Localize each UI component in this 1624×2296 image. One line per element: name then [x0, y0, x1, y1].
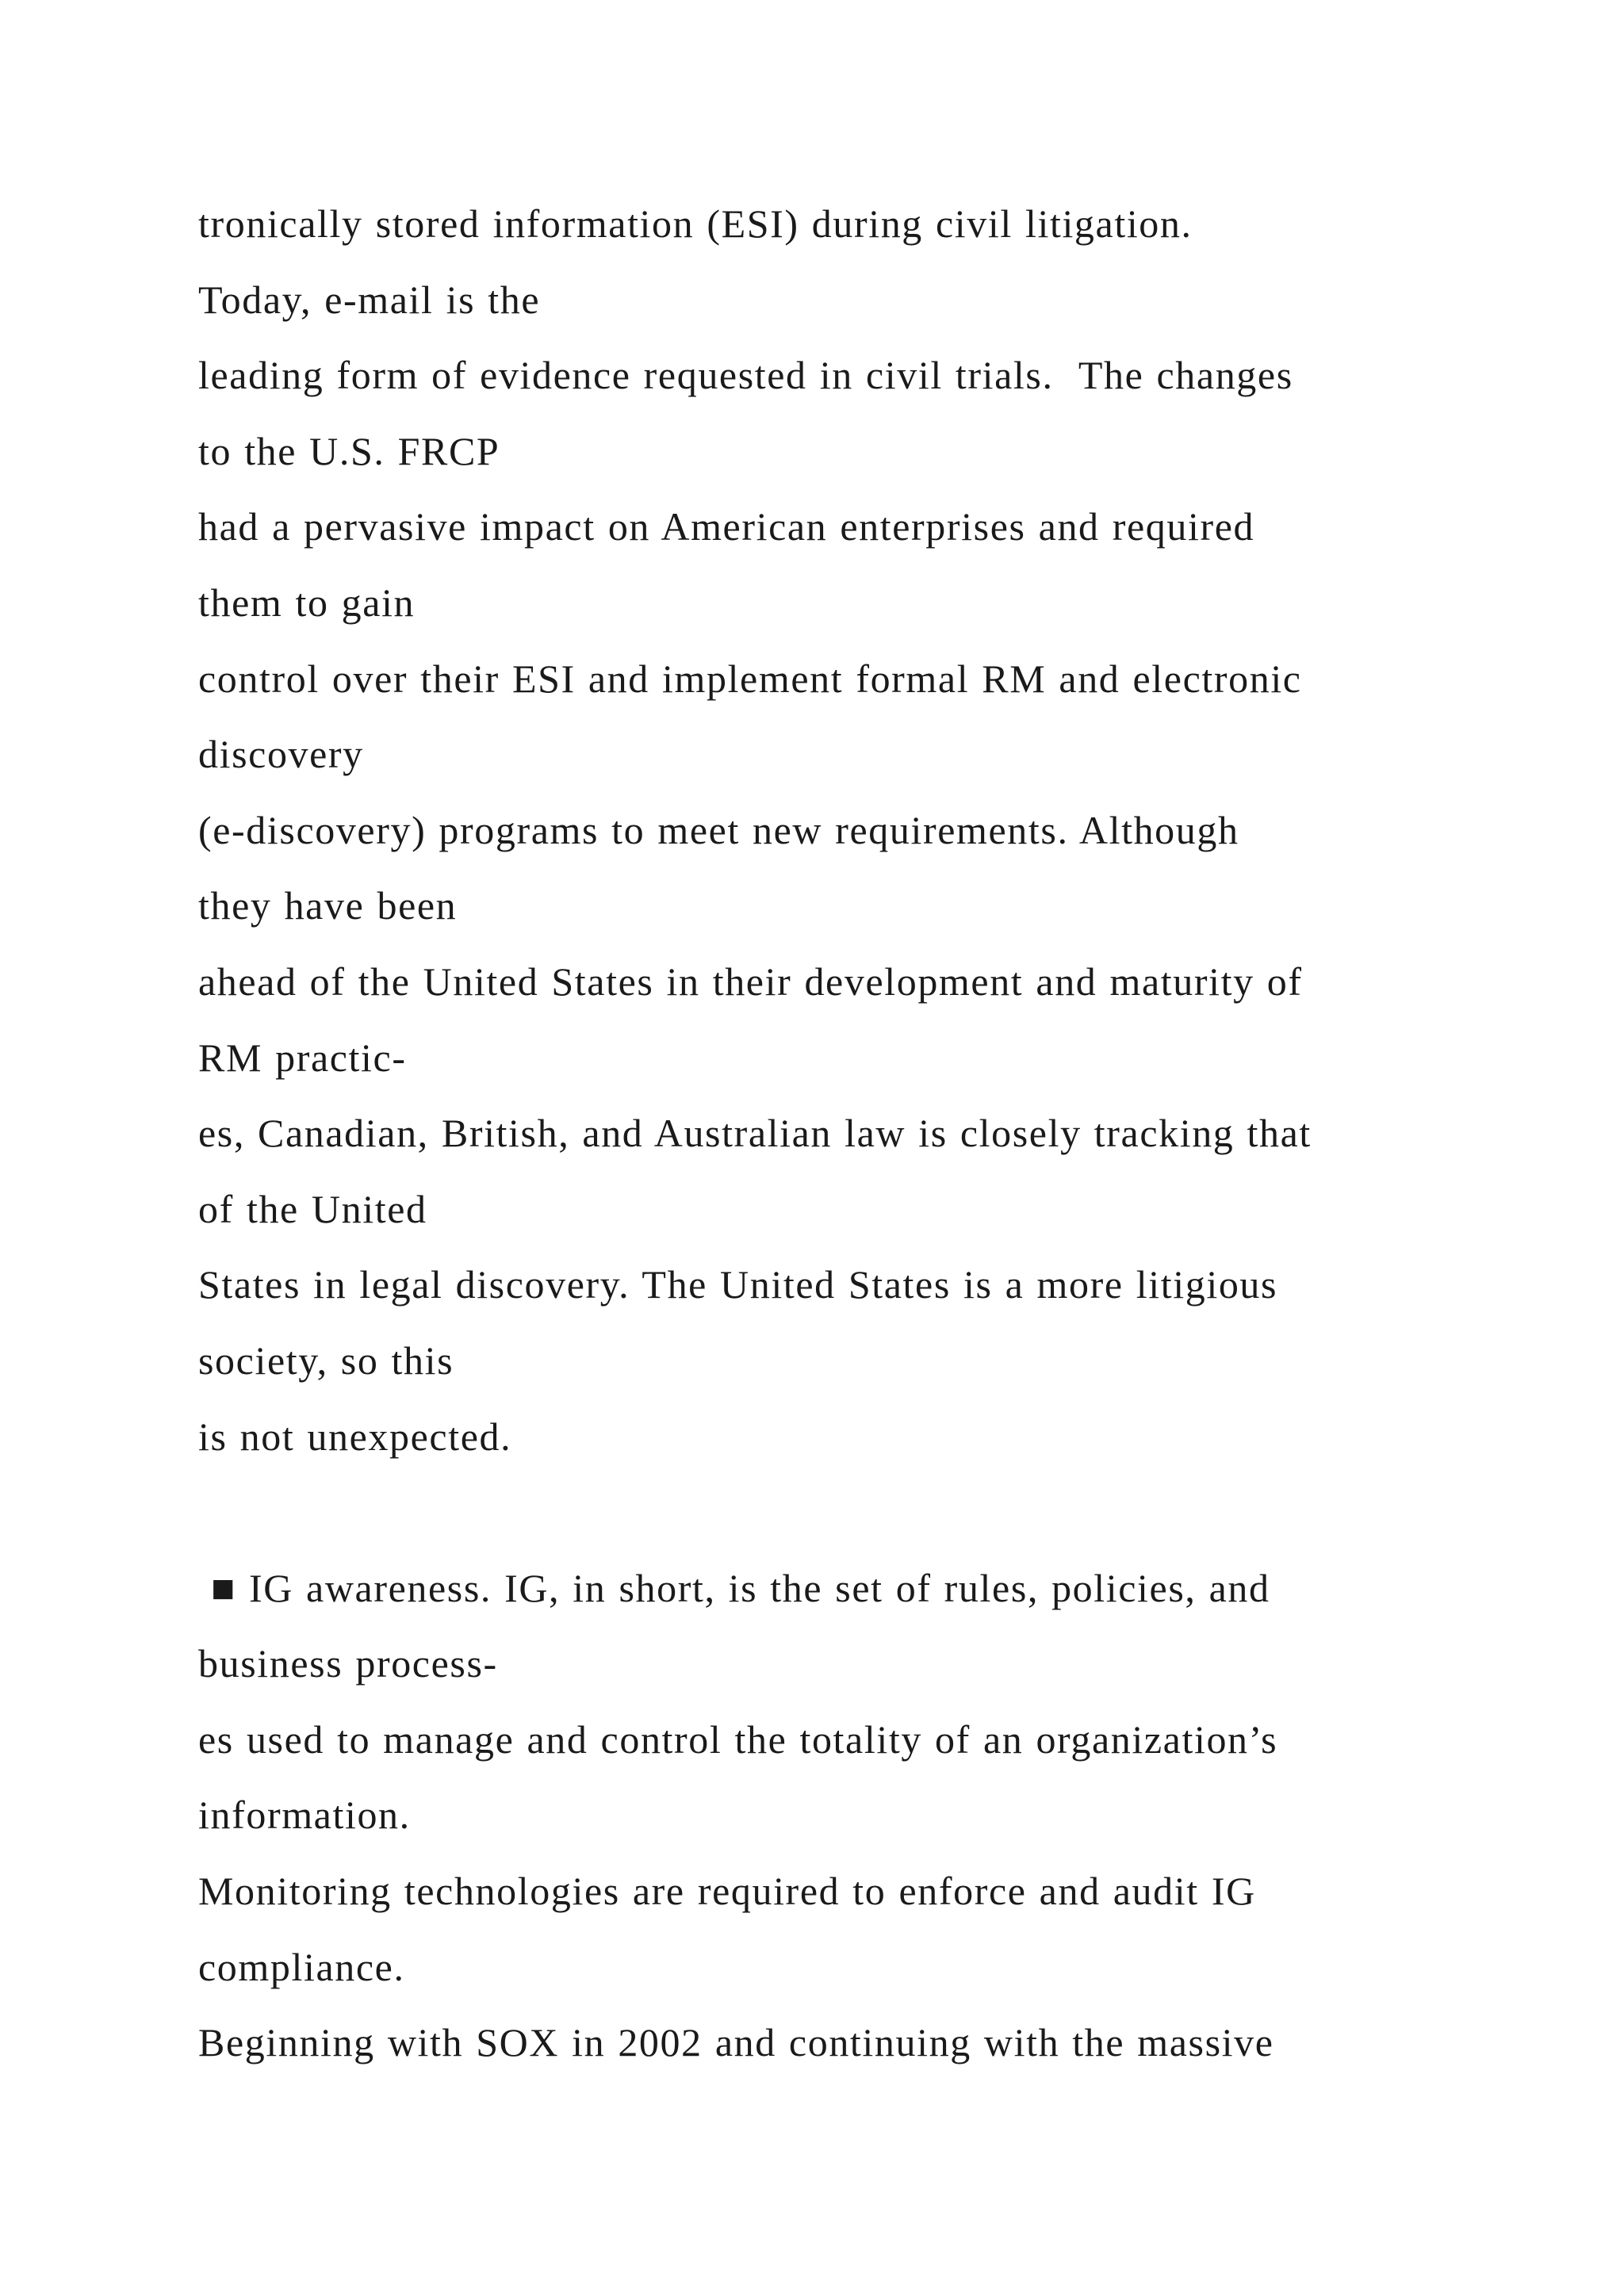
paragraph-spacer — [198, 1475, 1546, 1551]
text-line: ahead of the United States in their development and maturity of — [198, 959, 1303, 1004]
bullet-text-line: ■ IG awareness. IG, in short, is the set of rules, policies, and — [198, 1565, 1270, 1610]
text-line: business process- — [198, 1641, 498, 1686]
text-line: Today, e-mail is the — [198, 277, 541, 322]
paragraph-ig-awareness — [198, 1551, 1546, 2081]
text-line: es, Canadian, British, and Australian law is closely tracking that — [198, 1111, 1312, 1156]
text-line: leading form of evidence requested in civil trials. The changes — [198, 353, 1293, 398]
text-line: discovery — [198, 732, 364, 777]
text-line: compliance. — [198, 1944, 405, 1989]
text-line: them to gain — [198, 580, 416, 625]
text-line: (e-discovery) programs to meet new requirements. Although — [198, 807, 1239, 852]
text-line: es used to manage and control the totality of an organization’s — [198, 1716, 1278, 1762]
body-text — [198, 186, 1546, 2081]
text-line: Monitoring technologies are required to enforce and audit IG — [198, 1869, 1256, 1914]
text-line: information. — [198, 1793, 411, 1838]
text-line: they have been — [198, 883, 458, 928]
text-line: is not unexpected. — [198, 1414, 512, 1459]
text-line: Beginning with SOX in 2002 and continuing with the massive — [198, 2020, 1274, 2065]
text-line: society, so this — [198, 1337, 454, 1383]
paragraph-esi-litigation — [198, 186, 1546, 1475]
text-line: States in legal discovery. The United States is a more litigious — [198, 1262, 1278, 1307]
text-line: control over their ESI and implement formal RM and electronic — [198, 656, 1302, 701]
text-line: had a pervasive impact on American enterprises and required — [198, 504, 1255, 549]
text-line: tronically stored information (ESI) during civil litigation. — [198, 201, 1193, 246]
text-line: RM practic- — [198, 1035, 407, 1080]
text-line: of the United — [198, 1186, 427, 1231]
text-line: to the U.S. FRCP — [198, 428, 500, 473]
